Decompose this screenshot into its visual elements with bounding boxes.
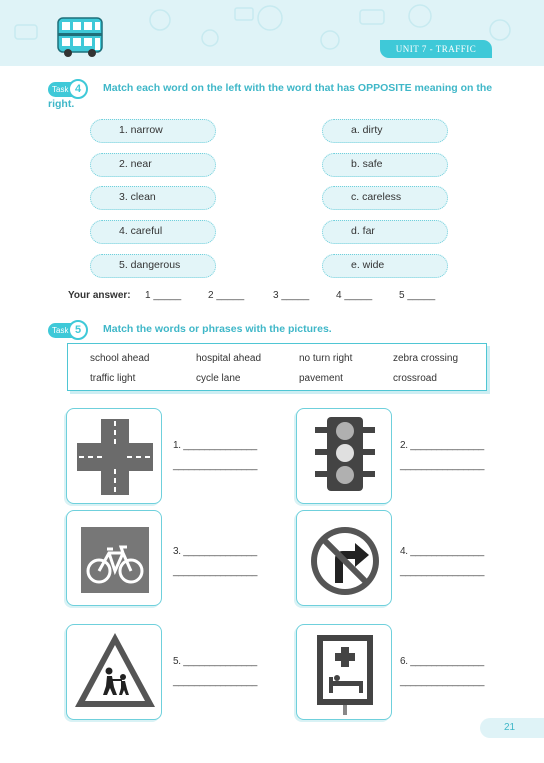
- word-zebra-crossing: zebra crossing: [393, 353, 459, 364]
- blank-2-line2[interactable]: ________________: [400, 460, 485, 471]
- no-turn-right-sign-icon: [297, 511, 393, 607]
- word-bank: [67, 343, 487, 391]
- picture-5-frame: [66, 624, 162, 720]
- task4-tag: Task: [48, 82, 78, 97]
- traffic-light-icon: [297, 409, 393, 505]
- right-word-d: d. far: [322, 220, 448, 244]
- word-school-ahead: school ahead: [90, 353, 150, 364]
- double-decker-bus-icon: [56, 16, 106, 58]
- pedestrians-warning-sign-icon: [67, 625, 163, 721]
- answer-row: [68, 290, 131, 301]
- hospital-sign-icon: [297, 625, 393, 721]
- task4-instruction-line1: Match each word on the left with the word that has OPPOSITE meaning on the: [103, 82, 493, 94]
- left-word-5: 5. dangerous: [90, 254, 216, 278]
- left-word-1: 1. narrow: [90, 119, 216, 143]
- word-cycle-lane: cycle lane: [196, 373, 241, 384]
- blank-1-line1[interactable]: 1. ______________: [173, 440, 257, 451]
- blank-4-line1[interactable]: 4. ______________: [400, 546, 484, 557]
- bicycle-sign-icon: [67, 511, 163, 607]
- right-word-c: c. careless: [322, 186, 448, 210]
- blank-6-line2[interactable]: ________________: [400, 676, 485, 687]
- page-header: [0, 0, 544, 66]
- picture-6-frame: [296, 624, 392, 720]
- answer-blank-5[interactable]: 5 _____: [399, 290, 436, 301]
- task4-number: 4: [68, 79, 88, 99]
- blank-5-line1[interactable]: 5. ______________: [173, 656, 257, 667]
- blank-3-line1[interactable]: 3. ______________: [173, 546, 257, 557]
- blank-5-line2[interactable]: ________________: [173, 676, 258, 687]
- blank-2-line1[interactable]: 2. ______________: [400, 440, 484, 451]
- left-word-3: 3. clean: [90, 186, 216, 210]
- picture-2-frame: [296, 408, 392, 504]
- word-crossroad: crossroad: [393, 373, 437, 384]
- blank-6-line1[interactable]: 6. ______________: [400, 656, 484, 667]
- blank-4-line2[interactable]: ________________: [400, 566, 485, 577]
- task5-label: [48, 320, 88, 340]
- picture-4-frame: [296, 510, 392, 606]
- word-hospital-ahead: hospital ahead: [196, 353, 262, 364]
- right-word-b: b. safe: [322, 153, 448, 177]
- task5-instruction: Match the words or phrases with the pictures.: [103, 323, 332, 335]
- left-word-4: 4. careful: [90, 220, 216, 244]
- page-number: 21: [480, 718, 544, 738]
- picture-3-frame: [66, 510, 162, 606]
- blank-3-line2[interactable]: ________________: [173, 566, 258, 577]
- blank-1-line2[interactable]: ________________: [173, 460, 258, 471]
- answer-label: Your answer:: [68, 290, 131, 301]
- answer-blank-4[interactable]: 4 _____: [336, 290, 373, 301]
- word-pavement: pavement: [299, 373, 343, 384]
- picture-1-frame: [66, 408, 162, 504]
- task5-number: 5: [68, 320, 88, 340]
- right-word-a: a. dirty: [322, 119, 448, 143]
- word-traffic-light: traffic light: [90, 373, 136, 384]
- task4-instruction-line2: right.: [48, 98, 75, 110]
- answer-blank-2[interactable]: 2 _____: [208, 290, 245, 301]
- unit-title-tag: UNIT 7 - TRAFFIC: [380, 40, 492, 58]
- crossroad-sign-icon: [67, 409, 163, 505]
- answer-blank-3[interactable]: 3 _____: [273, 290, 310, 301]
- answer-blank-1[interactable]: 1 _____: [145, 290, 182, 301]
- right-word-e: e. wide: [322, 254, 448, 278]
- left-word-2: 2. near: [90, 153, 216, 177]
- task5-tag: Task: [48, 323, 78, 338]
- word-no-turn-right: no turn right: [299, 353, 353, 364]
